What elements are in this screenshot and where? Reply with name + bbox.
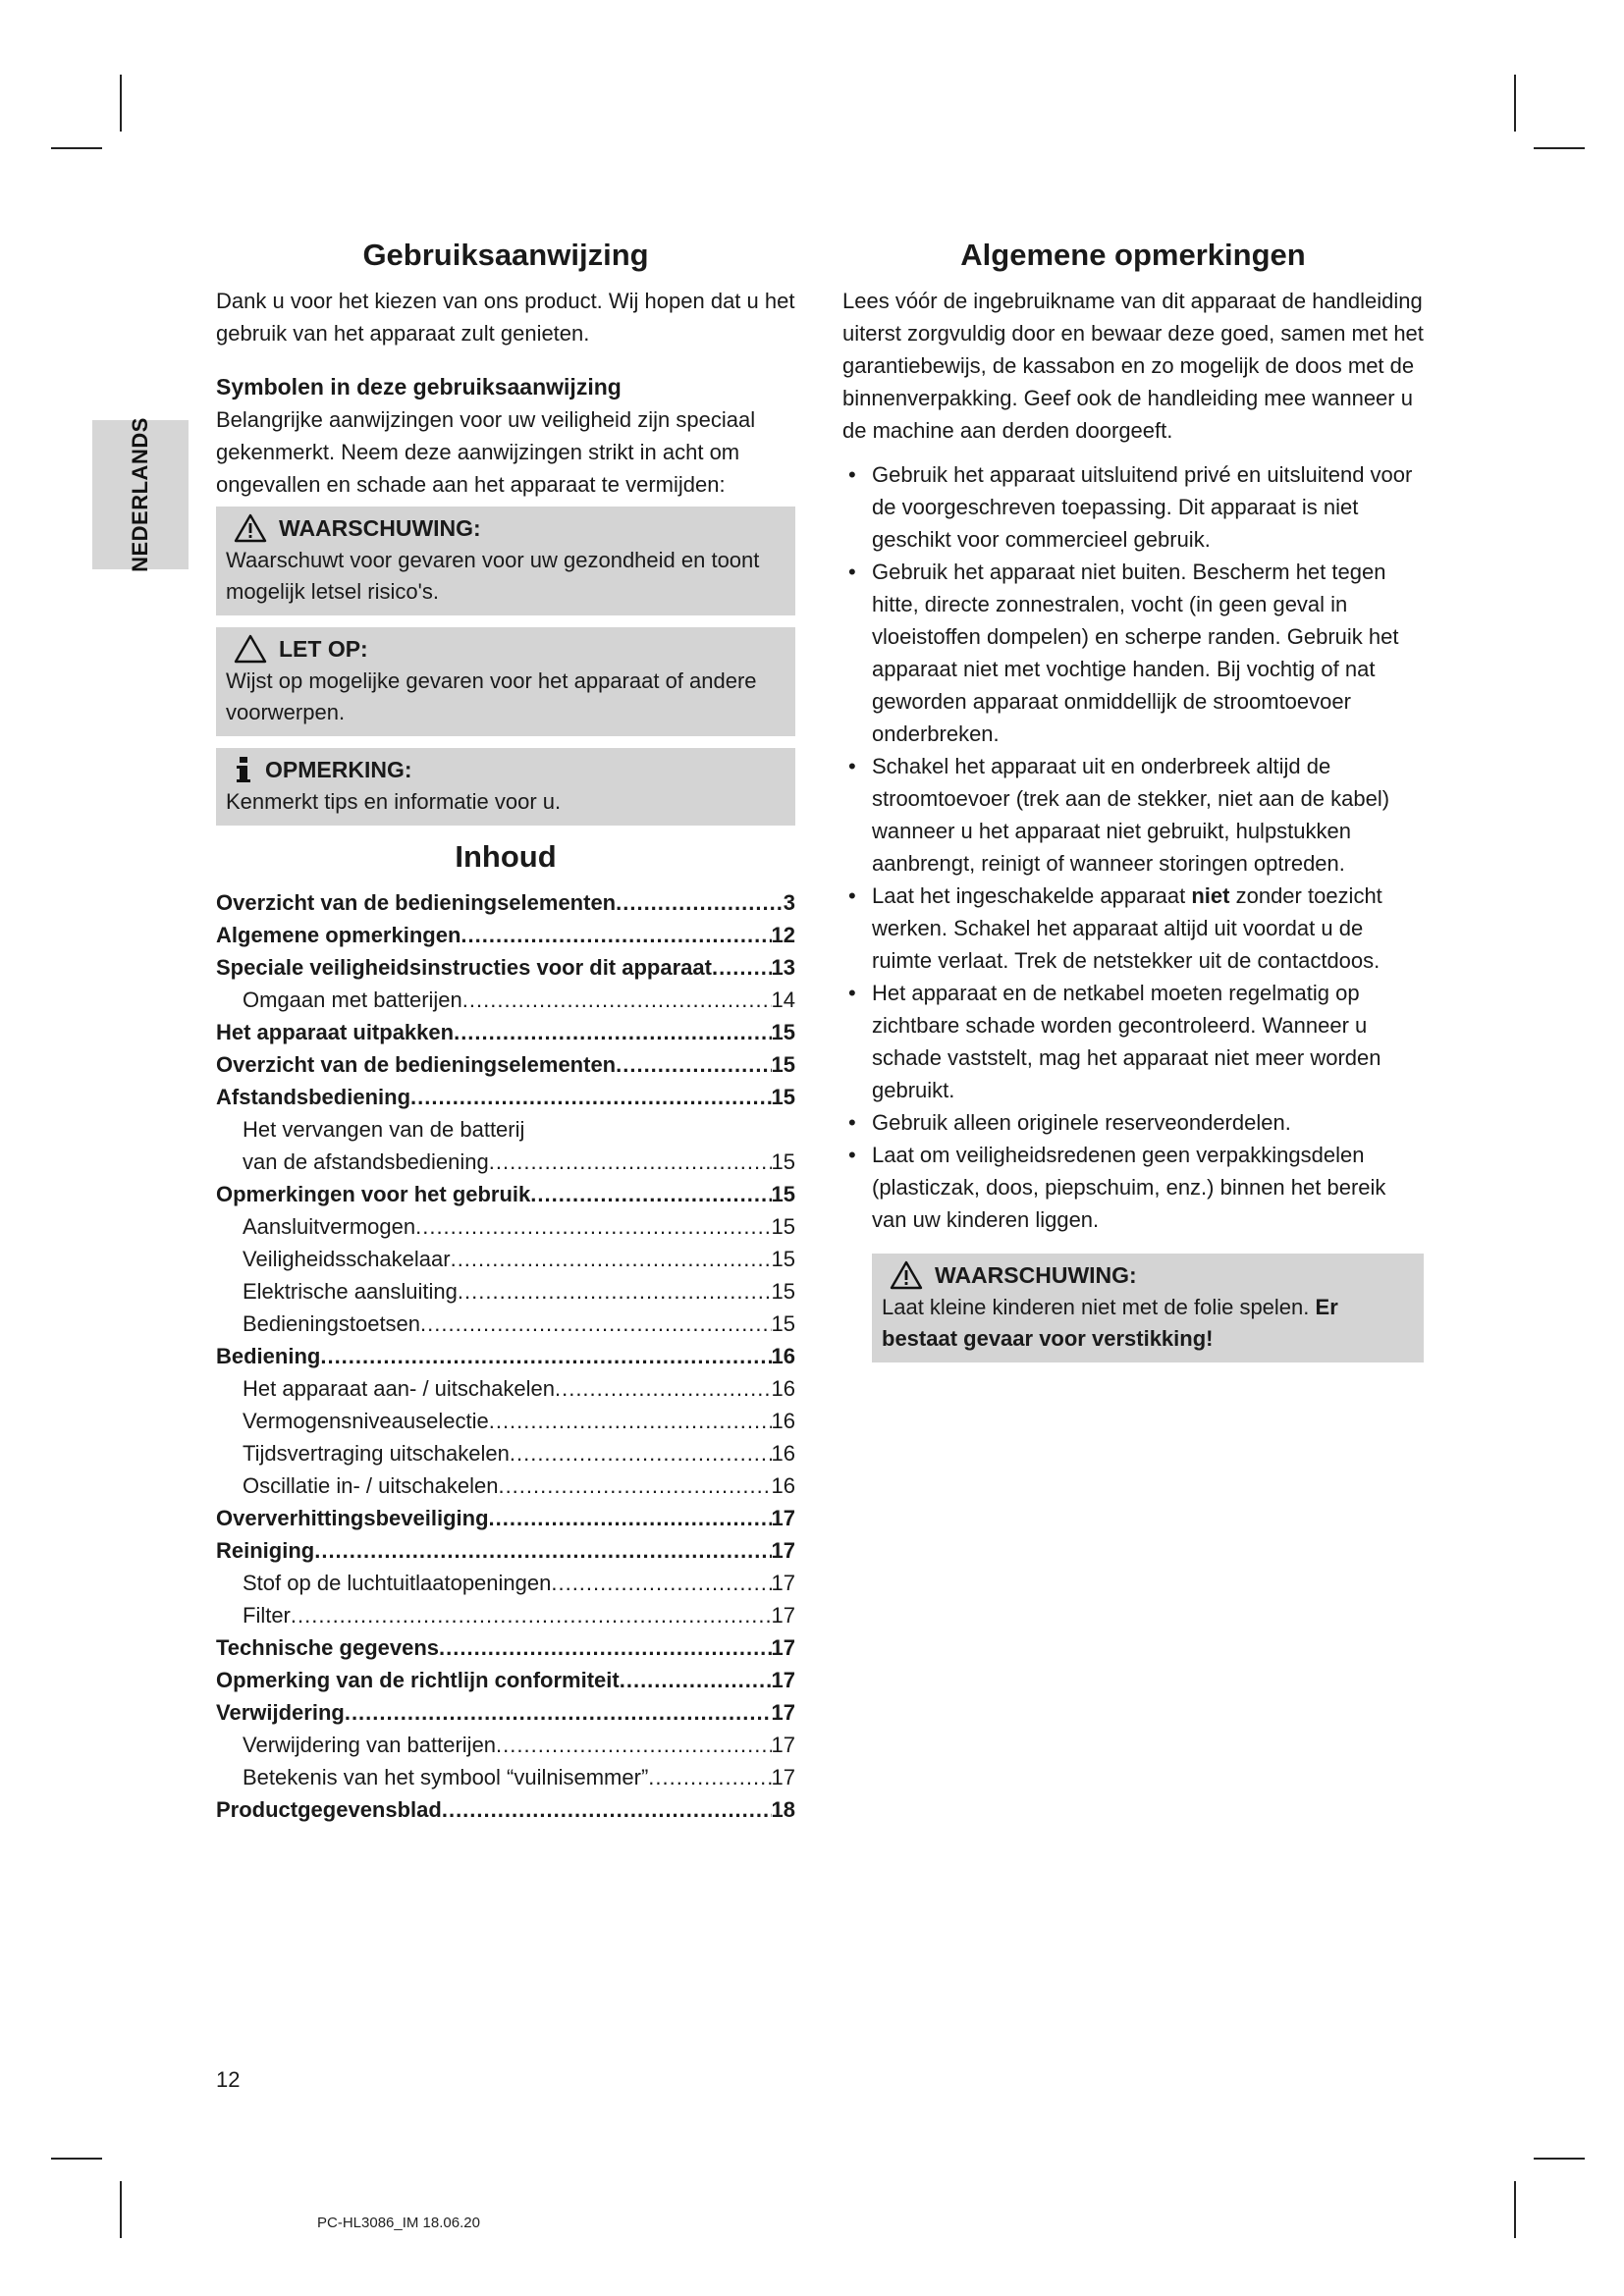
section-title: Gebruiksaanwijzing bbox=[362, 238, 649, 272]
list-item: • Gebruik alleen originele reserveonderdelen. bbox=[842, 1106, 1424, 1139]
toc-entry[interactable]: Betekenis van het symbool “vuilnisemmer” ..... 17 bbox=[216, 1761, 795, 1793]
right-column bbox=[842, 236, 1424, 1374]
toc-entry[interactable]: Het vervangen van de batterij bbox=[243, 1117, 525, 1142]
page-number: 12 bbox=[216, 2067, 241, 2092]
note-box bbox=[216, 748, 795, 826]
section-title: Algemene opmerkingen bbox=[960, 238, 1306, 272]
toc-title: Inhoud bbox=[455, 839, 557, 874]
crop-mark bbox=[120, 75, 122, 132]
list-item: • Laat om veiligheidsredenen geen verpakkingsdelen (plasticzak, doos, piepschuim, enz.) binnen het bereik van uw kinderen liggen. bbox=[842, 1139, 1424, 1236]
toc-entry[interactable]: van de afstandsbediening ..... 15 bbox=[216, 1146, 795, 1178]
list-item: • Het apparaat en de netkabel moeten regelmatig op zichtbare schade worden gecontroleerd. Wanneer u schade vaststelt, mag het apparaat niet meer worden gebruikt. bbox=[842, 977, 1424, 1106]
crop-mark bbox=[1534, 147, 1585, 149]
list-item: • Schakel het apparaat uit en onderbreek altijd de stroomtoevoer (trek aan de stekker, niet aan de kabel) wanneer u het apparaat niet gebruikt, hulpstukken aanbrengt, reinigt of wanneer storingen optreden. bbox=[842, 750, 1424, 880]
list-item: • Gebruik het apparaat niet buiten. Bescherm het tegen hitte, directe zonnestralen, vocht (in geen geval in vloeistoffen dompelen) en scherpe randen. Gebruik het apparaat niet met vochtige handen. Bij vochtig of nat geworden apparaat onmiddellijk de stroomtoevoer onderbreken. bbox=[842, 556, 1424, 750]
note-title: OPMERKING: bbox=[265, 757, 412, 782]
toc-entry[interactable]: Opmerking van de richtlijn conformiteit ..... 17 bbox=[216, 1664, 795, 1696]
warning-title: WAARSCHUWING: bbox=[279, 515, 481, 541]
warning-title: WAARSCHUWING: bbox=[935, 1262, 1137, 1288]
symbols-heading: Symbolen in deze gebruiksaanwijzing bbox=[216, 374, 622, 400]
crop-mark bbox=[51, 147, 102, 149]
toc-entry[interactable]: Oververhittingsbeveiliging ..... 17 bbox=[216, 1502, 795, 1534]
toc-entry[interactable]: Filter ..... 17 bbox=[216, 1599, 795, 1631]
warning-triangle-icon bbox=[234, 513, 267, 543]
toc-entry[interactable]: Veiligheidsschakelaar ..... 15 bbox=[216, 1243, 795, 1275]
warning-triangle-icon bbox=[890, 1260, 923, 1290]
toc-entry[interactable]: Technische gegevens ..... 17 bbox=[216, 1631, 795, 1664]
left-column bbox=[216, 236, 795, 1826]
crop-mark bbox=[1534, 2158, 1585, 2160]
warning-box bbox=[872, 1254, 1424, 1362]
caution-box bbox=[216, 627, 795, 736]
safety-list bbox=[842, 458, 1424, 1236]
toc-entry[interactable]: Speciale veiligheidsinstructies voor dit apparaat ..... 13 bbox=[216, 951, 795, 984]
crop-mark bbox=[51, 2158, 102, 2160]
toc-entry[interactable]: Overzicht van de bedieningselementen ..... 15 bbox=[216, 1048, 795, 1081]
language-tab bbox=[92, 417, 189, 572]
toc-entry[interactable]: Verwijdering ..... 17 bbox=[216, 1696, 795, 1729]
footer-code: PC-HL3086_IM 18.06.20 bbox=[317, 2215, 480, 2231]
note-text: Kenmerkt tips en informatie voor u. bbox=[226, 789, 562, 814]
symbols-paragraph: Belangrijke aanwijzingen voor uw veiligheid zijn speciaal gekenmerkt. Neem deze aanwijzingen strikt in acht om ongevallen en schade aan het apparaat te vermijden: bbox=[216, 407, 756, 497]
toc-entry[interactable]: Omgaan met batterijen ..... 14 bbox=[216, 984, 795, 1016]
intro-paragraph: Lees vóór de ingebruikname van dit apparaat de handleiding uiterst zorgvuldig door en bewaar deze goed, samen met het garantiebewijs, de kassabon en zo mogelijk de doos met de binnenverpakking. Geef ook de handleiding mee wanneer u de machine aan derden doorgeeft. bbox=[842, 289, 1424, 443]
caution-triangle-icon bbox=[234, 634, 267, 664]
toc-entry[interactable]: Opmerkingen voor het gebruik ..... 15 bbox=[216, 1178, 795, 1210]
list-item: • Laat het ingeschakelde apparaat niet zonder toezicht werken. Schakel het apparaat altijd uit voordat u de ruimte verlaat. Trek de netstekker uit de contactdoos. bbox=[842, 880, 1424, 977]
crop-mark bbox=[1514, 75, 1516, 132]
toc-entry[interactable]: Oscillatie in- / uitschakelen ..... 16 bbox=[216, 1469, 795, 1502]
toc-entry[interactable]: Afstandsbediening ..... 15 bbox=[216, 1081, 795, 1113]
intro-paragraph: Dank u voor het kiezen van ons product. Wij hopen dat u het gebruik van het apparaat zult genieten. bbox=[216, 289, 795, 346]
crop-mark bbox=[1514, 2181, 1516, 2238]
table-of-contents bbox=[216, 886, 795, 1826]
list-item: • Gebruik het apparaat uitsluitend privé en uitsluitend voor de voorgeschreven toepassing. Dit apparaat is niet geschikt voor commercieel gebruik. bbox=[842, 458, 1424, 556]
toc-entry[interactable]: Overzicht van de bedieningselementen ..... 3 bbox=[216, 886, 795, 919]
toc-entry[interactable]: Algemene opmerkingen ..... 12 bbox=[216, 919, 795, 951]
warning-text: Waarschuwt voor gevaren voor uw gezondheid en toont mogelijk letsel risico's. bbox=[226, 548, 760, 604]
language-label: NEDERLANDS bbox=[128, 417, 152, 572]
warning-box bbox=[216, 507, 795, 615]
crop-mark bbox=[120, 2181, 122, 2238]
toc-entry[interactable]: Reiniging ..... 17 bbox=[216, 1534, 795, 1567]
caution-title: LET OP: bbox=[279, 636, 368, 662]
caution-text: Wijst op mogelijke gevaren voor het apparaat of andere voorwerpen. bbox=[226, 668, 757, 724]
toc-entry[interactable]: Aansluitvermogen ..... 15 bbox=[216, 1210, 795, 1243]
toc-entry[interactable]: Stof op de luchtuitlaatopeningen ..... 17 bbox=[216, 1567, 795, 1599]
warning-text: Laat kleine kinderen niet met de folie spelen. Er bestaat gevaar voor verstikking! bbox=[882, 1295, 1338, 1351]
toc-entry[interactable]: Vermogensniveauselectie ..... 16 bbox=[216, 1405, 795, 1437]
toc-entry[interactable]: Elektrische aansluiting ..... 15 bbox=[216, 1275, 795, 1308]
toc-entry[interactable]: Tijdsvertraging uitschakelen ..... 16 bbox=[216, 1437, 795, 1469]
toc-entry[interactable]: Bedieningstoetsen ..... 15 bbox=[216, 1308, 795, 1340]
toc-entry[interactable]: Verwijdering van batterijen ..... 17 bbox=[216, 1729, 795, 1761]
toc-entry[interactable]: Productgegevensblad ..... 18 bbox=[216, 1793, 795, 1826]
info-icon bbox=[234, 755, 253, 784]
toc-entry[interactable]: Het apparaat aan- / uitschakelen ..... 16 bbox=[216, 1372, 795, 1405]
toc-entry[interactable]: Bediening ..... 16 bbox=[216, 1340, 795, 1372]
toc-entry[interactable]: Het apparaat uitpakken ..... 15 bbox=[216, 1016, 795, 1048]
